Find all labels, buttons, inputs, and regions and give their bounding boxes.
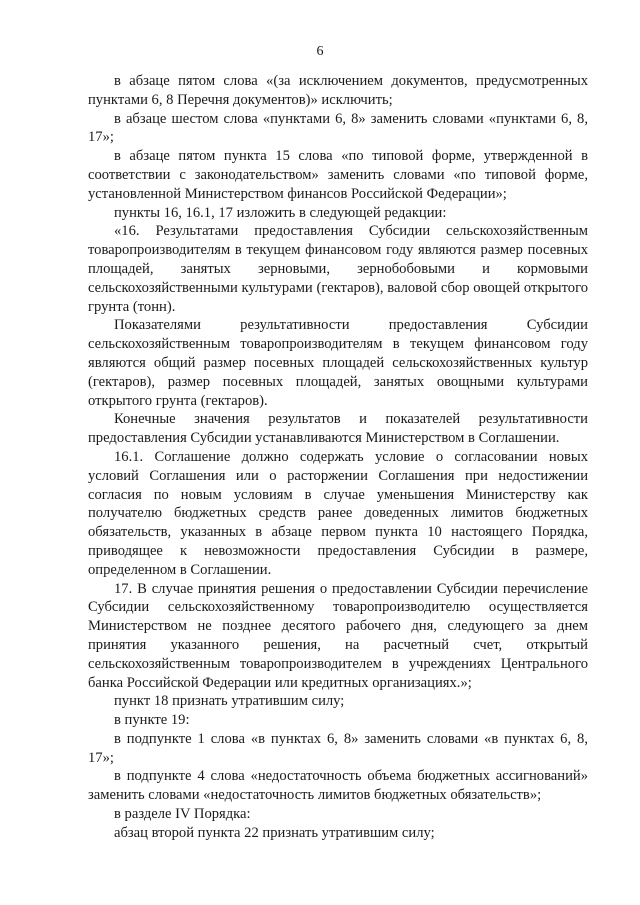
paragraph: в абзаце пятом пункта 15 слова «по типовой форме, утвержденной в соответствии с законодательством» заменить словами «по типовой форме, установленной Министерством финансов Российской Федерации»; [88, 148, 588, 202]
page-number: 6 [316, 44, 324, 59]
document-body [88, 72, 588, 843]
paragraph: абзац второй пункта 22 признать утратившим силу; [114, 824, 435, 841]
paragraph: в подпункте 4 слова «недостаточность объема бюджетных ассигнований» заменить словами «недостаточность лимитов бюджетных обязательств»; [88, 768, 588, 804]
paragraph: в абзаце пятом слова «(за исключением документов, предусмотренных пунктами 6, 8 Перечня документов)» исключить; [88, 73, 588, 108]
paragraph: пункты 16, 16.1, 17 изложить в следующей редакции: [114, 204, 447, 221]
paragraph: 16.1. Соглашение должно содержать условие о согласовании новых условий Соглашения или о расторжении Соглашения при недостижении согласия по новым условиям в случае уменьшения Министерству как получателю бюджетных средств ранее доведенных лимитов бюджетных обязательств, указанных в абзаце первом пункта 10 настоящего Порядка, приводящее к невозможности предоставления Субсидии в размере, определенном в Соглашении. [88, 448, 588, 578]
paragraph: пункт 18 признать утратившим силу; [114, 693, 345, 710]
paragraph: в разделе IV Порядка: [114, 806, 251, 823]
paragraph: 17. В случае принятия решения о предоставлении Субсидии перечисление Субсидии сельскохозяйственному товаропроизводителю осуществляется Министерством не позднее десятого рабочего дня, следующего за днем принятия указанного решения, на расчетный счет, открытый сельскохозяйственным товаропроизводителем в учреждениях Центрального банка Российской Федерации или кредитных организациях.»; [88, 580, 588, 691]
paragraph: «16. Результатами предоставления Субсидии сельскохозяйственным товаропроизводителям в текущем финансовом году являются размер посевных площадей, занятых зерновыми, зернобобовыми и кормовыми сельскохозяйственными культурами (гектаров), валовой сбор овощей открытого грунта (тонн). [88, 223, 588, 315]
paragraph: Показателями результативности предоставления Субсидии сельскохозяйственным товаропроизводителям в текущем финансовом году являются общий размер посевных площадей сельскохозяйственных культур (гектаров), размер посевных площадей, занятых овощными культурами открытого грунта (гектаров). [88, 317, 588, 409]
paragraph: Конечные значения результатов и показателей результативности предоставления Субсидии устанавливаются Министерством в Соглашении. [88, 411, 588, 447]
paragraph: в подпункте 1 слова «в пунктах 6, 8» заменить словами «в пунктах 6, 8, 17»; [88, 730, 588, 766]
paragraph: в абзаце шестом слова «пунктами 6, 8» заменить словами «пунктами 6, 8, 17»; [88, 110, 588, 146]
paragraph: в пункте 19: [114, 712, 190, 729]
